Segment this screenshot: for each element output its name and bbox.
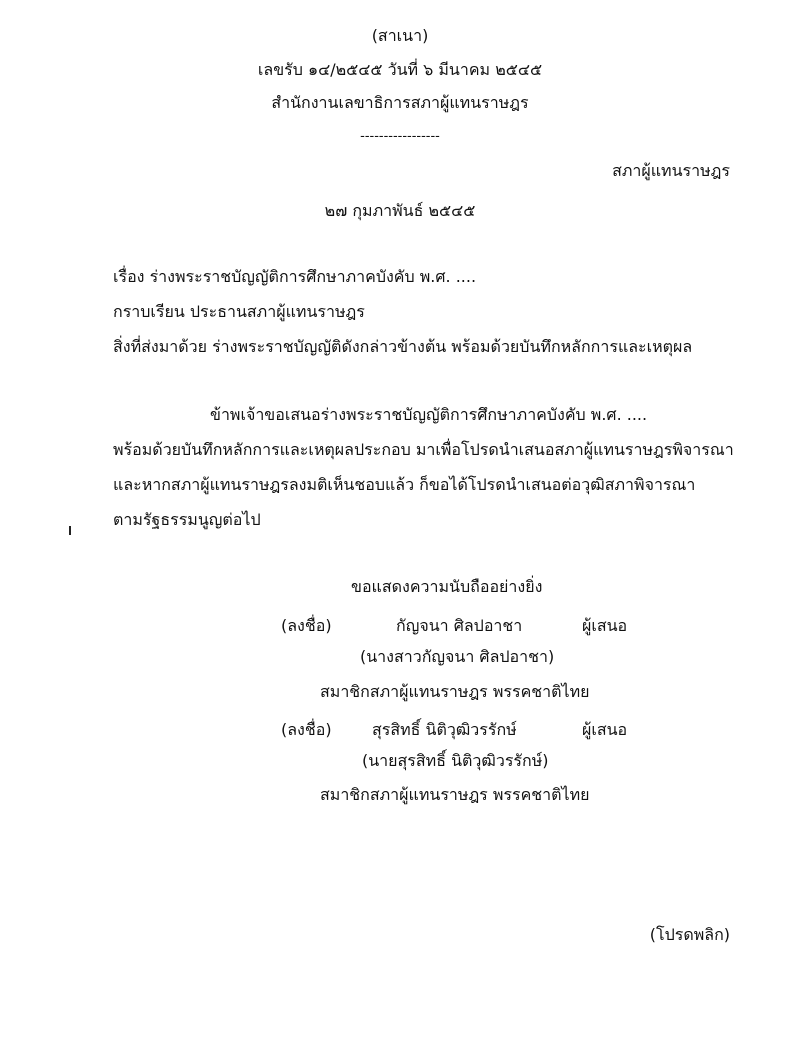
body-line-4: ตามรัฐธรรมนูญต่อไป bbox=[113, 510, 261, 529]
receipt-line: เลขรับ ๑๔/๒๕๔๕ วันที่ ๖ มีนาคม ๒๕๔๕ bbox=[257, 60, 543, 79]
scan-mark bbox=[69, 526, 71, 535]
signature-name: กัญจนา ศิลปอาชา bbox=[396, 616, 523, 635]
sign-label: (ลงชื่อ) bbox=[281, 720, 332, 739]
copy-label: (สาเนา) bbox=[371, 26, 429, 45]
signer-role: ผู้เสนอ bbox=[582, 720, 628, 739]
body-line-2: พร้อมด้วยบันทึกหลักการและเหตุผลประกอบ มาเพื่อโปรดนำเสนอสภาผู้แทนราษฎรพิจารณา bbox=[113, 440, 734, 459]
body-line-1: ข้าพเจ้าขอเสนอร่างพระราชบัญญัติการศึกษาภาคบังคับ พ.ศ. .... bbox=[210, 405, 648, 424]
subject-line: เรื่อง ร่างพระราชบัญญัติการศึกษาภาคบังคับ พ.ศ. .... bbox=[113, 267, 477, 286]
addressee-org: สภาผู้แทนราษฎร bbox=[612, 161, 730, 180]
signer-position: สมาชิกสภาผู้แทนราษฎร พรรคชาติไทย bbox=[320, 682, 590, 701]
signature-row-1 bbox=[0, 614, 800, 634]
office-name: สำนักงานเลขาธิการสภาผู้แทนราษฎร bbox=[271, 93, 529, 112]
turn-over-note: (โปรดพลิก) bbox=[649, 925, 730, 944]
body-line-3: และหากสภาผู้แทนราษฎรลงมติเห็นชอบแล้ว ก็ขอได้โปรดนำเสนอต่อวุฒิสภาพิจารณา bbox=[113, 475, 696, 494]
salutation-line: กราบเรียน ประธานสภาผู้แทนราษฎร bbox=[113, 302, 365, 321]
document-date: ๒๗ กุมภาพันธ์ ๒๕๔๕ bbox=[324, 201, 476, 220]
signer-full-name: (นายสุรสิทธิ์ นิติวุฒิวรรักษ์) bbox=[362, 751, 549, 770]
closing-line: ขอแสดงความนับถืออย่างยิ่ง bbox=[351, 577, 543, 596]
signer-role: ผู้เสนอ bbox=[582, 616, 628, 635]
signer-position: สมาชิกสภาผู้แทนราษฎร พรรคชาติไทย bbox=[320, 785, 590, 804]
sign-label: (ลงชื่อ) bbox=[281, 616, 332, 635]
signature-name: สุรสิทธิ์ นิติวุฒิวรรักษ์ bbox=[372, 720, 517, 739]
signature-row-2 bbox=[0, 718, 800, 738]
enclosure-line: สิ่งที่ส่งมาด้วย ร่างพระราชบัญญัติดังกล่าวข้างต้น พร้อมด้วยบันทึกหลักการและเหตุผล bbox=[113, 337, 693, 356]
header-divider: ----------------- bbox=[360, 129, 440, 144]
signer-full-name: (นางสาวกัญจนา ศิลปอาชา) bbox=[360, 647, 555, 666]
